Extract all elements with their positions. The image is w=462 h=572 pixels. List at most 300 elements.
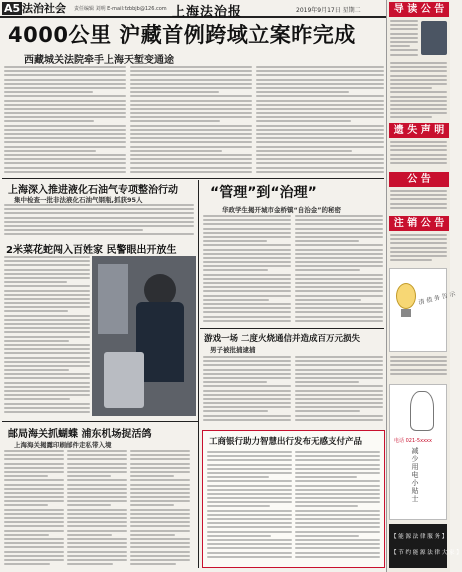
- text-line: [295, 531, 380, 533]
- text-line: [130, 555, 190, 557]
- text-line: [390, 162, 447, 164]
- column-divider: [198, 180, 199, 568]
- text-line: [67, 563, 113, 565]
- text-line: [295, 228, 383, 230]
- text-line: [295, 232, 383, 234]
- text-line: [207, 531, 292, 533]
- text-line: [4, 146, 126, 148]
- lead-headline: 4000公里 沪藏首例跨域立案昨完成: [8, 23, 356, 47]
- text-line: [4, 394, 90, 396]
- text-line: [256, 129, 384, 131]
- text-line: [203, 265, 291, 267]
- text-line: [4, 137, 126, 139]
- story2-subhead: 集中检查一批非法液化石油气钢瓶,抓获95人: [14, 196, 143, 204]
- text-line: [295, 402, 383, 404]
- text-line: [4, 154, 126, 156]
- text-line: [130, 116, 252, 118]
- text-line: [67, 521, 127, 523]
- text-line: [4, 221, 194, 223]
- text-line: [4, 475, 48, 477]
- text-line: [130, 559, 190, 561]
- text-line: [295, 472, 380, 474]
- text-line: [203, 228, 291, 230]
- text-line: [203, 398, 291, 400]
- text-line: [4, 116, 126, 118]
- text-line: [295, 556, 380, 558]
- text-line: [67, 542, 127, 544]
- text-line: [4, 534, 49, 536]
- text-line: [130, 87, 252, 89]
- text-line: [4, 290, 90, 292]
- text-line: [203, 249, 291, 251]
- text-line: [130, 509, 190, 511]
- story3-body: [4, 256, 90, 418]
- text-line: [295, 265, 383, 267]
- text-line: [295, 269, 360, 271]
- text-line: [207, 522, 292, 524]
- text-line: [203, 303, 291, 305]
- sidebar-notice-bar: 遗 失 声 明: [389, 123, 449, 138]
- text-line: [390, 28, 418, 30]
- text-line: [390, 259, 432, 261]
- text-line: [295, 320, 383, 322]
- text-line: [67, 534, 112, 536]
- text-line: [203, 311, 291, 313]
- text-line: [130, 467, 190, 469]
- text-line: [203, 373, 291, 375]
- text-line: [130, 563, 176, 565]
- masthead: [0, 0, 450, 18]
- text-line: [295, 360, 383, 362]
- text-line: [295, 451, 380, 453]
- text-line: [295, 286, 383, 288]
- text-line: [4, 158, 126, 160]
- text-line: [67, 551, 127, 553]
- text-line: [207, 455, 292, 457]
- text-line: [203, 215, 291, 217]
- text-line: [130, 100, 252, 102]
- text-line: [4, 538, 64, 540]
- text-line: [295, 295, 383, 297]
- text-line: [4, 100, 126, 102]
- text-line: [295, 543, 380, 545]
- text-line: [4, 467, 64, 469]
- text-line: [4, 377, 90, 379]
- text-line: [295, 253, 383, 255]
- text-line: [256, 91, 349, 93]
- text-line: [256, 125, 384, 127]
- text-line: [130, 475, 174, 477]
- text-line: [4, 484, 64, 486]
- text-line: [256, 112, 384, 114]
- text-line: [203, 356, 291, 358]
- section-title: 法治社会: [22, 2, 66, 15]
- text-line: [390, 54, 418, 56]
- text-line: [130, 154, 252, 156]
- text-line: [390, 79, 447, 81]
- text-line: [295, 316, 383, 318]
- text-line: [207, 510, 292, 512]
- text-line: [67, 538, 127, 540]
- divider: [200, 328, 384, 329]
- text-line: [256, 100, 384, 102]
- text-line: [4, 83, 126, 85]
- text-line: [130, 546, 190, 548]
- box-headline: 工商银行助力智慧出行发布无感支付产品: [209, 437, 363, 447]
- text-line: [295, 455, 380, 457]
- text-line: [207, 518, 292, 520]
- text-line: [295, 290, 383, 292]
- text-line: [207, 501, 292, 503]
- text-line: [67, 496, 127, 498]
- text-line: [295, 522, 380, 524]
- text-line: [256, 146, 384, 148]
- sidebar-bottom-sub: 【 节 约 能 源 法 律 大 家 】: [391, 550, 462, 556]
- text-line: [295, 539, 380, 541]
- text-line: [295, 489, 380, 491]
- story6-subhead: 上海海关揭露印刷邮件走私带入境: [14, 441, 112, 449]
- vertical-text-label: 减少用电小贴士: [411, 447, 419, 503]
- text-line: [130, 150, 222, 152]
- text-line: [67, 517, 127, 519]
- text-line: [295, 493, 380, 495]
- sidebar-bottom-box: [389, 524, 462, 568]
- text-line: [4, 344, 90, 346]
- text-line: [130, 167, 252, 169]
- text-line: [4, 208, 194, 210]
- text-line: [256, 120, 351, 122]
- text-line: [390, 247, 447, 249]
- text-line: [4, 212, 194, 214]
- text-line: [4, 269, 90, 271]
- text-line: [207, 489, 292, 491]
- text-line: [130, 120, 220, 122]
- text-line: [203, 261, 291, 263]
- text-line: [203, 278, 291, 280]
- text-line: [4, 488, 64, 490]
- text-line: [203, 240, 267, 242]
- text-line: [130, 146, 252, 148]
- text-line: [130, 525, 190, 527]
- text-line: [4, 70, 126, 72]
- text-line: [295, 547, 380, 549]
- story5-headline: 游戏一场 二度火烧通信并造成百万元损失: [204, 334, 360, 344]
- text-line: [390, 96, 447, 98]
- text-line: [295, 257, 383, 259]
- text-line: [295, 278, 383, 280]
- text-line: [4, 133, 126, 135]
- text-line: [295, 373, 383, 375]
- text-line: [207, 539, 292, 541]
- text-line: [4, 315, 90, 317]
- story4-body-col1: [203, 215, 291, 325]
- text-line: [295, 385, 383, 387]
- text-line: [207, 493, 292, 495]
- text-line: [203, 385, 291, 387]
- text-line: [130, 504, 174, 506]
- text-line: [203, 244, 291, 246]
- text-line: [256, 104, 384, 106]
- text-line: [390, 104, 447, 106]
- text-line: [203, 381, 267, 383]
- text-line: [130, 137, 252, 139]
- lead-subhead: 西藏城关法院牵手上海天堑变通途: [24, 55, 174, 66]
- text-line: [4, 319, 90, 321]
- story4-body-col2: [295, 215, 383, 325]
- text-line: [67, 450, 127, 452]
- text-line: [130, 70, 252, 72]
- text-line: [256, 167, 384, 169]
- text-line: [256, 141, 384, 143]
- text-line: [390, 198, 447, 200]
- story5-body-col1: [203, 356, 291, 426]
- text-line: [4, 398, 70, 400]
- story3-photo: [92, 256, 196, 416]
- vertical-text: [410, 447, 428, 513]
- text-line: [130, 492, 190, 494]
- text-line: [130, 83, 252, 85]
- text-line: [67, 463, 127, 465]
- text-line: [390, 360, 447, 362]
- text-line: [67, 513, 127, 515]
- text-line: [130, 91, 219, 93]
- text-line: [130, 125, 252, 127]
- text-line: [4, 87, 126, 89]
- text-line: [130, 171, 252, 173]
- text-line: [203, 223, 291, 225]
- text-line: [295, 410, 360, 412]
- text-line: [4, 386, 90, 388]
- text-line: [4, 559, 64, 561]
- text-line: [4, 513, 64, 515]
- story6-body-col2: [67, 450, 127, 568]
- text-line: [4, 331, 90, 333]
- text-line: [295, 535, 359, 537]
- lead-body-col1: [4, 66, 126, 176]
- bulb-icon: [396, 283, 416, 309]
- text-line: [4, 298, 90, 300]
- text-line: [67, 492, 127, 494]
- text-line: [295, 240, 359, 242]
- text-line: [203, 364, 291, 366]
- text-line: [4, 373, 90, 375]
- sidebar-ad: [389, 268, 457, 352]
- sidebar-bottom-title: 【 能 源 法 律 服 务 】: [391, 534, 448, 540]
- text-line: [67, 509, 127, 511]
- text-line: [295, 274, 383, 276]
- story6-headline: 邮局海关抓蝴蝶 浦东机场捉活鸽: [8, 429, 152, 440]
- text-line: [4, 403, 90, 405]
- text-line: [390, 116, 432, 118]
- text-line: [4, 479, 64, 481]
- text-line: [4, 167, 126, 169]
- text-line: [203, 232, 291, 234]
- text-line: [130, 112, 252, 114]
- sidebar-portrait: [421, 21, 447, 55]
- text-line: [295, 485, 380, 487]
- text-line: [4, 323, 90, 325]
- text-line: [203, 320, 291, 322]
- text-line: [207, 480, 292, 482]
- text-line: [295, 518, 380, 520]
- text-line: [67, 488, 127, 490]
- text-line: [295, 223, 383, 225]
- text-line: [130, 129, 252, 131]
- text-line: [207, 535, 271, 537]
- text-line: [4, 204, 194, 206]
- text-line: [207, 526, 292, 528]
- text-line: [67, 559, 127, 561]
- text-line: [256, 137, 384, 139]
- text-line: [390, 149, 447, 151]
- text-line: [207, 547, 292, 549]
- lead-body-col3: [256, 66, 384, 176]
- text-line: [295, 307, 383, 309]
- text-line: [390, 190, 447, 192]
- text-line: [295, 468, 380, 470]
- text-line: [4, 217, 194, 219]
- text-line: [130, 141, 252, 143]
- text-line: [130, 484, 190, 486]
- sidebar-notice-body: [390, 141, 447, 169]
- text-line: [130, 158, 252, 160]
- text-line: [4, 509, 64, 511]
- text-line: [295, 236, 383, 238]
- text-line: [295, 459, 380, 461]
- text-line: [4, 340, 69, 342]
- story6-body-col3: [130, 450, 190, 568]
- text-line: [4, 125, 126, 127]
- text-line: [130, 454, 190, 456]
- text-line: [256, 70, 384, 72]
- text-line: [390, 364, 447, 366]
- text-line: [256, 83, 384, 85]
- text-line: [130, 542, 190, 544]
- text-line: [295, 299, 361, 301]
- text-line: [4, 504, 48, 506]
- text-line: [4, 233, 194, 235]
- text-line: [67, 471, 127, 473]
- text-line: [67, 530, 127, 532]
- text-line: [295, 505, 358, 507]
- text-line: [295, 364, 383, 366]
- text-line: [390, 234, 447, 236]
- text-line: [4, 500, 64, 502]
- text-line: [203, 269, 268, 271]
- text-line: [390, 108, 447, 110]
- text-line: [295, 215, 383, 217]
- story5-body-col2: [295, 356, 383, 426]
- text-line: [4, 150, 96, 152]
- text-line: [130, 521, 190, 523]
- text-line: [130, 162, 252, 164]
- text-line: [256, 95, 384, 97]
- text-line: [4, 74, 126, 76]
- sidebar-gonggao-bar: 公 告: [389, 172, 449, 187]
- sidebar-gonggao-body: [390, 190, 447, 214]
- page-tag: A5: [4, 2, 21, 15]
- text-line: [390, 203, 447, 205]
- text-line: [295, 244, 383, 246]
- text-line: [390, 20, 418, 22]
- text-line: [4, 256, 90, 258]
- text-line: [4, 294, 90, 296]
- story3-headline: 2米菜花蛇闯入百姓家 民警眼出开放生: [6, 245, 177, 256]
- text-line: [203, 257, 291, 259]
- text-line: [207, 451, 292, 453]
- text-line: [203, 236, 291, 238]
- text-line: [4, 471, 64, 473]
- lead-body-col2: [130, 66, 252, 176]
- masthead-meta: 责任编辑 刘明 E-mail:fzbbjb@126.com: [74, 6, 167, 12]
- issue-date: 2019年9月17日 星期二: [296, 7, 361, 14]
- text-line: [390, 100, 447, 102]
- text-line: [4, 91, 93, 93]
- text-line: [203, 415, 291, 417]
- text-line: [390, 45, 410, 47]
- text-line: [4, 530, 64, 532]
- story6-body-col1: [4, 450, 64, 568]
- sidebar-ad-caption: [390, 356, 447, 380]
- text-line: [4, 79, 126, 81]
- newspaper-logo: 上海法治报: [172, 5, 243, 20]
- text-line: [130, 104, 252, 106]
- text-line: [130, 450, 190, 452]
- text-line: [207, 485, 292, 487]
- box-body-col2: [295, 451, 380, 563]
- text-line: [130, 496, 190, 498]
- divider: [2, 178, 384, 179]
- text-line: [67, 500, 127, 502]
- text-line: [207, 472, 292, 474]
- text-line: [390, 87, 432, 89]
- story4-headline: “管理”到“治理”: [210, 185, 317, 201]
- sidebar-ad-text: 清 债 务 告 示: [417, 290, 457, 307]
- text-line: [390, 33, 418, 35]
- text-line: [390, 242, 447, 244]
- sidebar-guide-bar: 导 读 公 告: [389, 2, 449, 17]
- text-line: [295, 311, 383, 313]
- sidebar-cancel-bar: 注 销 公 告: [389, 216, 449, 231]
- text-line: [130, 551, 190, 553]
- text-line: [130, 108, 252, 110]
- text-line: [130, 538, 190, 540]
- text-line: [4, 225, 194, 227]
- text-line: [4, 66, 126, 68]
- text-line: [256, 150, 352, 152]
- text-line: [4, 264, 90, 266]
- text-line: [130, 463, 190, 465]
- text-line: [4, 450, 64, 452]
- text-line: [256, 108, 384, 110]
- text-line: [130, 500, 190, 502]
- text-line: [130, 458, 190, 460]
- text-line: [207, 505, 270, 507]
- text-line: [130, 530, 190, 532]
- text-line: [203, 299, 269, 301]
- text-line: [207, 459, 292, 461]
- text-line: [390, 194, 447, 196]
- text-line: [203, 369, 291, 371]
- text-line: [130, 79, 252, 81]
- text-line: [4, 361, 90, 363]
- text-line: [130, 513, 190, 515]
- text-line: [207, 543, 292, 545]
- text-line: [4, 260, 90, 262]
- text-line: [4, 302, 90, 304]
- text-line: [390, 83, 447, 85]
- text-line: [4, 95, 126, 97]
